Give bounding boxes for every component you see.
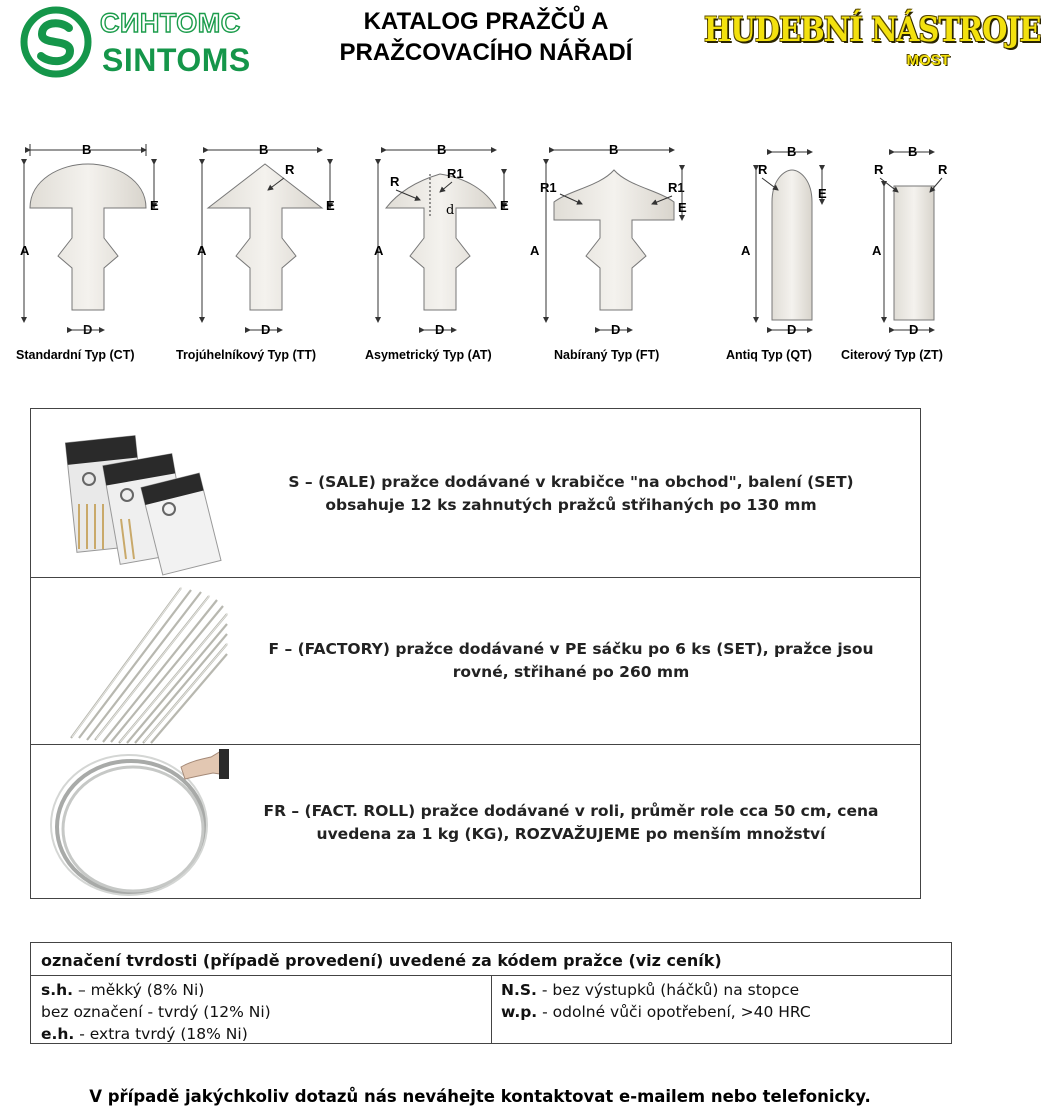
svg-text:D: D — [435, 322, 445, 337]
svg-text:R1: R1 — [447, 166, 464, 181]
svg-text:d: d — [446, 203, 455, 218]
svg-text:B: B — [259, 142, 269, 157]
profile-asymmetric — [374, 142, 509, 337]
profile-triangular — [197, 142, 335, 337]
svg-text:D: D — [261, 322, 271, 337]
title-line-2: PRAŽCOVACÍHO NÁŘADÍ — [339, 39, 633, 66]
product-sale-line-2: obsahuje 12 ks zahnutých pražců střihaných po 130 mm — [325, 496, 817, 514]
svg-text:B: B — [437, 142, 447, 157]
profile-zither — [872, 144, 948, 337]
hardness-left-column — [41, 979, 481, 1045]
profile-standard-label-b: B — [82, 142, 92, 157]
product-row-factory — [31, 577, 920, 744]
hardness-right-column — [501, 979, 941, 1023]
brand-sub-text: MOST — [906, 52, 950, 69]
product-factory-description — [231, 638, 911, 684]
hardness-divider — [491, 976, 492, 1044]
svg-text:A: A — [374, 243, 384, 258]
svg-text:A: A — [20, 243, 30, 258]
hardness-item-no-studs: N.S. - bez výstupků (háčků) na stopce — [501, 981, 800, 999]
svg-text:A: A — [741, 243, 751, 258]
svg-text:D: D — [787, 322, 797, 337]
fret-wire-roll-image — [31, 745, 231, 901]
svg-text:B: B — [609, 142, 619, 157]
svg-text:A: A — [530, 243, 540, 258]
sintoms-s-emblem-icon — [20, 6, 92, 78]
profile-fretted — [530, 142, 687, 337]
svg-text:A: A — [872, 243, 882, 258]
product-roll-line-1: FR – (FACT. ROLL) pražce dodávané v roli, průměr role cca 50 cm, cena — [263, 802, 879, 820]
caption-fretted: Nabíraný Typ (FT) — [554, 348, 660, 362]
caption-triangular: Trojúhelníkový Typ (TT) — [176, 348, 317, 362]
svg-text:E: E — [326, 198, 335, 213]
product-roll-description — [231, 800, 911, 846]
svg-text:E: E — [500, 198, 509, 213]
svg-text:E: E — [150, 198, 159, 213]
profile-captions — [0, 348, 960, 368]
product-sale-description — [231, 471, 911, 517]
svg-text:D: D — [611, 322, 621, 337]
product-roll-line-2: uvedena za 1 kg (KG), ROZVAŽUJEME po menším množství — [316, 825, 826, 843]
svg-text:D: D — [909, 322, 919, 337]
svg-text:B: B — [787, 144, 797, 159]
contact-footer: V případě jakýchkoliv dotazů nás neváhejte kontaktovat e-mailem nebo telefonicky. — [89, 1087, 871, 1106]
svg-text:E: E — [678, 200, 687, 215]
boxed-fret-packs-image — [31, 409, 231, 577]
svg-text:B: B — [908, 144, 918, 159]
page-title — [300, 6, 672, 68]
svg-text:R1: R1 — [668, 180, 685, 195]
fret-profiles-diagram — [0, 130, 960, 345]
brand-main-text: HUDEBNÍ NÁSTROJE — [704, 10, 1041, 50]
product-row-sale — [31, 409, 920, 577]
product-factory-line-2: rovné, střihané po 260 mm — [452, 663, 690, 681]
profile-standard — [20, 142, 159, 337]
hardness-item-hard: bez označení - tvrdý (12% Ni) — [41, 1003, 271, 1021]
product-row-roll — [31, 744, 920, 900]
straight-fret-wires-image — [31, 578, 231, 745]
svg-text:D: D — [83, 322, 93, 337]
svg-text:R: R — [390, 174, 400, 189]
hardness-item-wear-proof: w.p. - odolné vůči opotřebení, >40 HRC — [501, 1003, 811, 1021]
hardness-item-soft: s.h. – měkký (8% Ni) — [41, 981, 205, 999]
product-table — [30, 408, 921, 899]
product-sale-line-1: S – (SALE) pražce dodávané v krabičce "na obchod", balení (SET) — [288, 473, 854, 491]
caption-zither: Citerový Typ (ZT) — [841, 348, 943, 362]
svg-text:R: R — [758, 162, 768, 177]
sintoms-logo — [20, 6, 270, 78]
logo-latin-text: SINTOMS — [102, 42, 251, 78]
svg-text:R: R — [938, 162, 948, 177]
hardness-legend — [30, 942, 952, 1044]
caption-asymmetric: Asymetrický Typ (AT) — [365, 348, 492, 362]
svg-text:R1: R1 — [540, 180, 557, 195]
hardness-item-extra-hard: e.h. - extra tvrdý (18% Ni) — [41, 1025, 248, 1043]
svg-text:R: R — [285, 162, 295, 177]
caption-antiq: Antiq Typ (QT) — [726, 348, 812, 362]
title-line-1: KATALOG PRAŽČŮ A — [363, 8, 609, 35]
svg-text:A: A — [197, 243, 207, 258]
logo-cyrillic-text: СИНТОМС — [100, 8, 241, 38]
caption-standard: Standardní Typ (CT) — [16, 348, 135, 362]
brand-logo — [698, 10, 1041, 74]
svg-text:R: R — [874, 162, 884, 177]
profile-antiq — [741, 144, 827, 337]
product-factory-line-1: F – (FACTORY) pražce dodávané v PE sáčku po 6 ks (SET), pražce jsou — [268, 640, 874, 658]
hardness-header: označení tvrdosti (případě provedení) uvedené za kódem pražce (viz ceník) — [31, 943, 951, 976]
svg-text:E: E — [818, 186, 827, 201]
